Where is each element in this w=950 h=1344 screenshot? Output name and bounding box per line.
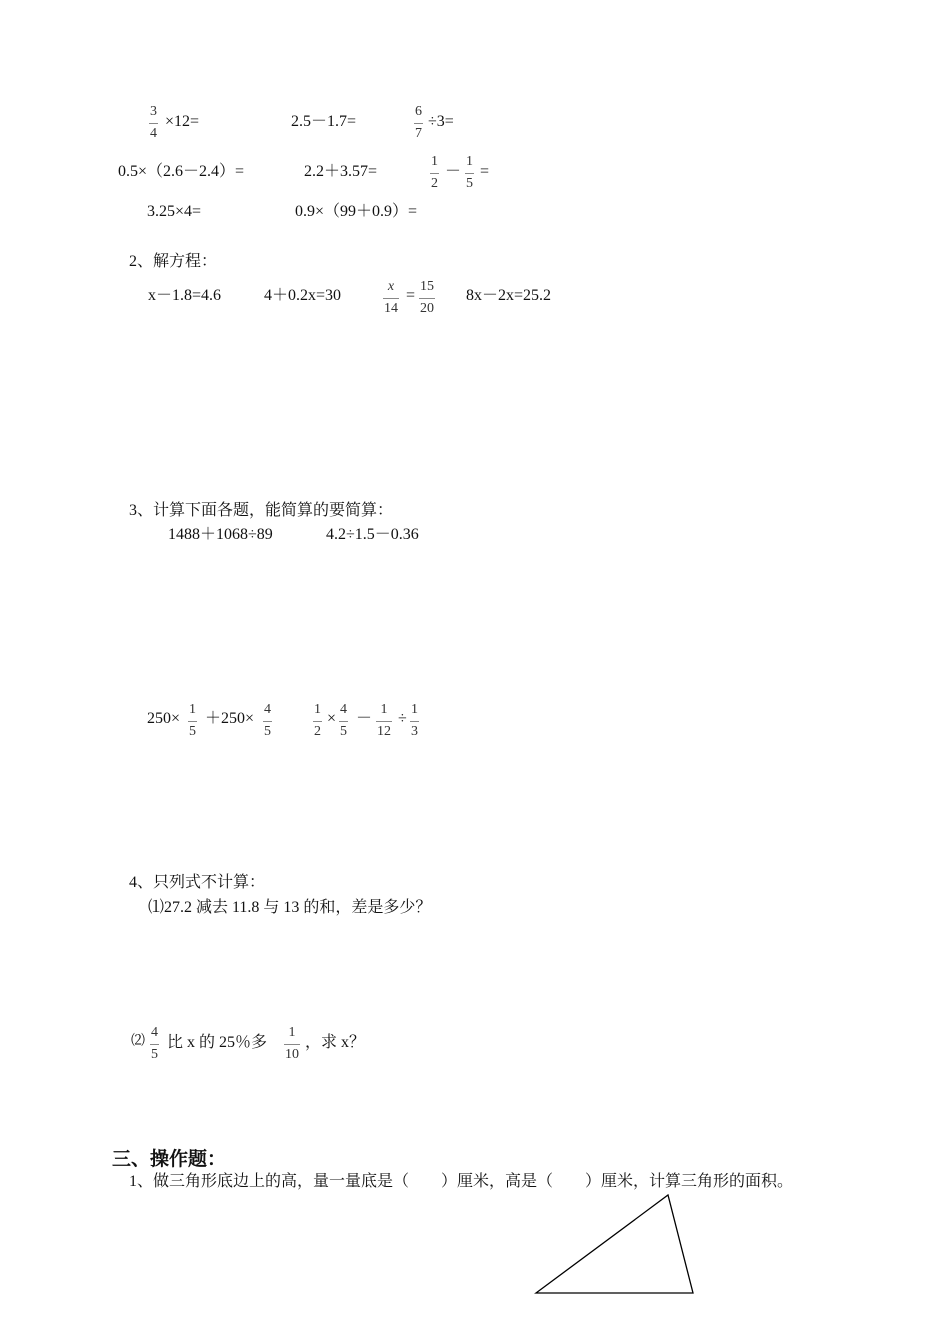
fraction-1-10: 1 10 — [285, 1025, 299, 1062]
fraction-1-2: 1 2 — [314, 702, 321, 739]
q3-title: 3、计算下面各题，能简算的要简算： — [129, 502, 394, 519]
expr-r2-a: 0.5×（2.6－2.4）= — [118, 163, 245, 180]
times-sign: × — [327, 710, 337, 727]
divide-sign: ÷ — [398, 710, 407, 727]
expr-q3-1: 1488＋1068÷89 — [168, 526, 273, 543]
expr-q3-3a: 250× — [147, 710, 181, 727]
q4-title: 4、只列式不计算： — [129, 874, 266, 891]
equation-1: x－1.8=4.6 — [148, 287, 222, 304]
q4-part-2-suffix: ，求 x？ — [305, 1034, 366, 1051]
fraction-x-14: x 14 — [384, 279, 398, 316]
expr-q3-3b: ＋250× — [205, 710, 255, 727]
fraction-3-4: 3 4 — [150, 104, 157, 141]
fraction-1-5: 1 5 — [466, 154, 473, 191]
equation-2: 4＋0.2x=30 — [264, 287, 342, 304]
minus-sign: － — [445, 163, 462, 180]
expr-r3-b: 0.9×（99＋0.9）= — [295, 203, 418, 220]
fraction-1-3: 1 3 — [411, 702, 418, 739]
expr-r2-b: 2.2＋3.57= — [304, 163, 378, 180]
expr-q3-2: 4.2÷1.5－0.36 — [326, 526, 419, 543]
q4-part-1: ⑴27.2 减去 11.8 与 13 的和，差是多少？ — [148, 899, 432, 916]
triangle-shape — [536, 1195, 693, 1293]
q4-part-2-prefix: ⑵ — [131, 1034, 145, 1049]
q2-title: 2、解方程： — [129, 253, 218, 270]
equals-sign: = — [406, 287, 416, 304]
section-3-question-1: 1、做三角形底边上的高，量一量底是（ ）厘米，高是（ ）厘米，计算三角形的面积。 — [129, 1173, 794, 1190]
minus-sign: － — [356, 710, 373, 727]
fraction-4-5: 4 5 — [340, 702, 347, 739]
expr-r1-c: ÷3= — [428, 113, 454, 130]
expr-r1-b: 2.5－1.7= — [291, 113, 357, 130]
equals-sign: = — [480, 163, 490, 180]
section-3-heading: 三、操作题： — [112, 1148, 227, 1170]
expr-r1-a: ×12= — [165, 113, 200, 130]
q4-part-2-middle: 比 x 的 25％多 — [167, 1034, 268, 1051]
fraction-1-2: 1 2 — [431, 154, 438, 191]
equation-4: 8x－2x=25.2 — [466, 287, 552, 304]
fraction-1-12: 1 12 — [377, 702, 391, 739]
fraction-4-5: 4 5 — [151, 1025, 158, 1062]
fraction-4-5: 4 5 — [264, 702, 271, 739]
fraction-1-5: 1 5 — [189, 702, 196, 739]
fraction-6-7: 6 7 — [415, 104, 422, 141]
fraction-15-20: 15 20 — [420, 279, 434, 316]
expr-r3-a: 3.25×4= — [147, 203, 202, 220]
